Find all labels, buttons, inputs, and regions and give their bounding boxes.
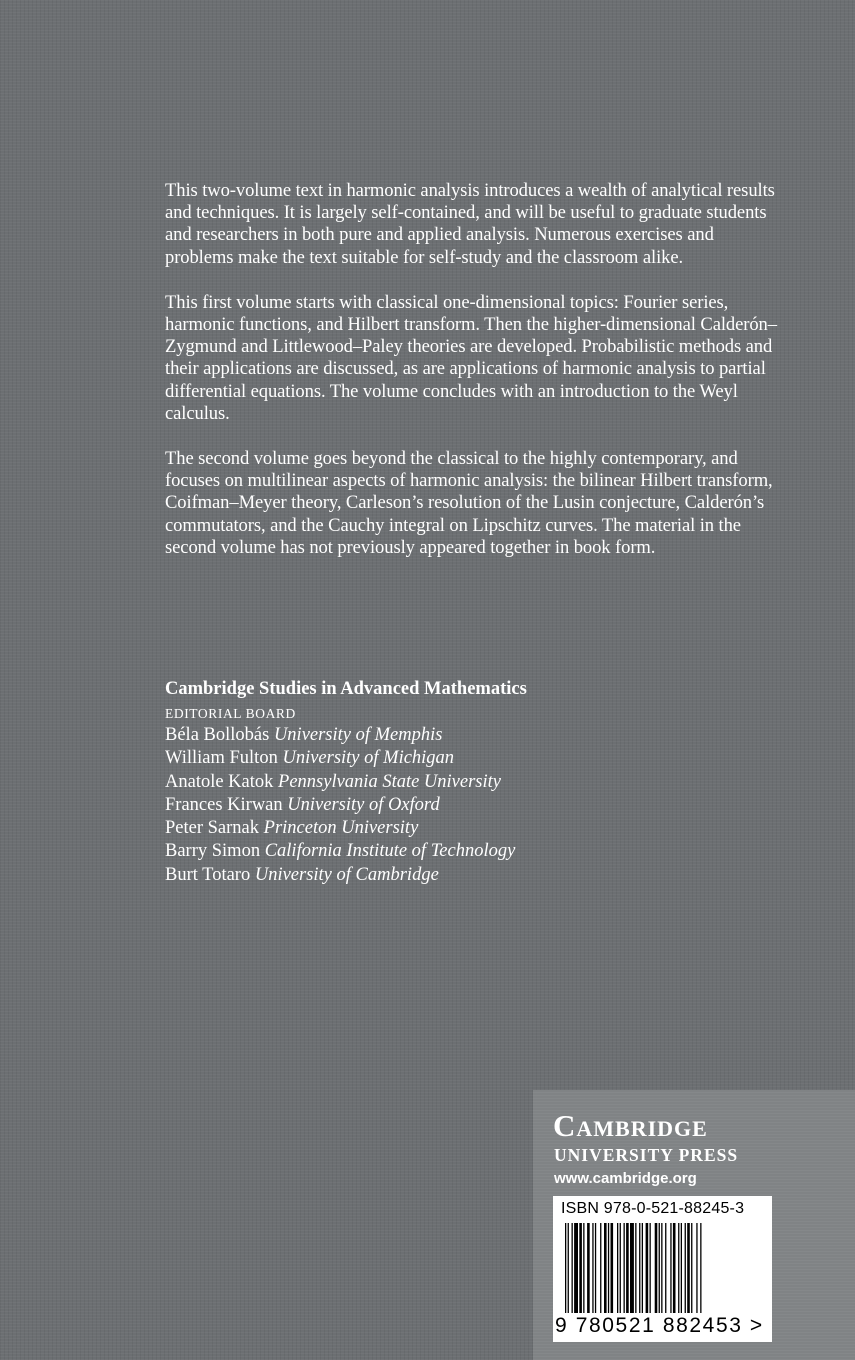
barcode-bar (568, 1223, 569, 1313)
isbn-barcode (553, 1196, 772, 1342)
publisher-name: Cambridge (553, 1108, 708, 1143)
barcode-bar (659, 1223, 660, 1313)
board-member-name: Anatole Katok (165, 771, 274, 792)
board-member-name: Frances Kirwan (165, 794, 283, 815)
barcode-bar (655, 1223, 658, 1313)
description-paragraph-1: This two-volume text in harmonic analysis introduces a wealth of analytical results and techniques. It is largely self-contained, and will be useful to graduate students and researchers in both pure and applied analysis. Numerous exercises and problems make the text suitable for self-study and the classroom alike. (165, 180, 775, 268)
barcode-bar (670, 1223, 671, 1313)
barcode-bar (608, 1223, 609, 1313)
barcode-bar (635, 1223, 636, 1313)
barcode-bar (604, 1223, 607, 1313)
barcode-bar (574, 1223, 578, 1313)
barcode-bar (626, 1223, 629, 1313)
barcode-bar (565, 1223, 566, 1313)
barcode-bar (617, 1223, 618, 1313)
barcode-bar (611, 1223, 614, 1313)
board-member-affiliation: Princeton University (263, 818, 419, 839)
board-member-name: Burt Totaro (165, 864, 251, 885)
barcode-bar (592, 1223, 593, 1313)
barcode-bar (624, 1223, 625, 1313)
board-member (165, 840, 725, 863)
barcode-bar (587, 1223, 590, 1313)
editorial-board-list (165, 724, 725, 887)
board-member-name: Béla Bollobás (165, 725, 270, 745)
barcode-bar (691, 1223, 692, 1313)
barcode-bar (572, 1223, 573, 1313)
board-member-affiliation: University of Michigan (282, 748, 455, 769)
barcode-bars (565, 1223, 760, 1313)
board-member (165, 771, 725, 794)
barcode-bar (600, 1223, 601, 1313)
board-member (165, 794, 725, 817)
barcode-bar (678, 1223, 679, 1313)
board-member-name: Barry Simon (165, 841, 261, 862)
barcode-digits: 9 780521 882453 > (555, 1314, 764, 1337)
description-blurb (165, 180, 785, 582)
editorial-board-heading: EDITORIAL BOARD (165, 706, 296, 721)
series-info (165, 678, 725, 887)
barcode-bar (685, 1223, 686, 1313)
board-member-affiliation: Pennsylvania State University (278, 771, 501, 792)
board-member (165, 724, 725, 747)
barcode-bar (700, 1223, 701, 1313)
barcode-bar (696, 1223, 697, 1313)
board-member (165, 864, 725, 887)
barcode-bar (673, 1223, 676, 1313)
board-member-name: Peter Sarnak (165, 818, 260, 839)
barcode-bar (583, 1223, 584, 1313)
board-member-affiliation: University of Oxford (287, 794, 440, 815)
board-member (165, 747, 725, 770)
barcode-bar (646, 1223, 649, 1313)
barcode-bar (661, 1223, 662, 1313)
board-member-affiliation: California Institute of Technology (264, 841, 516, 862)
board-member (165, 817, 725, 840)
barcode-bar (665, 1223, 666, 1313)
barcode-bar (650, 1223, 651, 1313)
barcode-bar (642, 1223, 643, 1313)
isbn-label: ISBN 978-0-521-88245-3 (561, 1200, 745, 1217)
publisher-url: www.cambridge.org (554, 1170, 697, 1187)
barcode-bar (579, 1223, 582, 1313)
series-title: Cambridge Studies in Advanced Mathematics (165, 679, 527, 699)
barcode-bar (595, 1223, 596, 1313)
description-paragraph-3: The second volume goes beyond the classical to the highly contemporary, and focuses on multilinear aspects of harmonic analysis: the bilinear Hilbert transform, Coifman–Meyer theory, Carleson’s resolution of the Lusin conjecture, Calderón’s commutators, and the Cauchy integral on Lipschitz curves. The material in the second volume has not previously appeared together in book form. (165, 448, 773, 558)
barcode-bar (630, 1223, 634, 1313)
board-member-affiliation: University of Memphis (273, 725, 443, 745)
barcode-bar (620, 1223, 621, 1313)
publisher-subtitle: UNIVERSITY PRESS (554, 1145, 739, 1165)
barcode-bar (687, 1223, 690, 1313)
board-member-affiliation: University of Cambridge (254, 864, 439, 885)
description-paragraph-2: This first volume starts with classical one-dimensional topics: Fourier series, harmonic functions, and Hilbert transform. Then the higher-dimensional Calderón–Zygmund and Littlewood–Paley theories are developed. Probabilistic methods and their applications are discussed, as are applications of harmonic analysis to partial differential equations. The volume concludes with an introduction to the Weyl calculus. (165, 291, 777, 424)
board-member-name: William Fulton (165, 748, 278, 769)
barcode-bar (639, 1223, 640, 1313)
barcode-bar (681, 1223, 682, 1313)
